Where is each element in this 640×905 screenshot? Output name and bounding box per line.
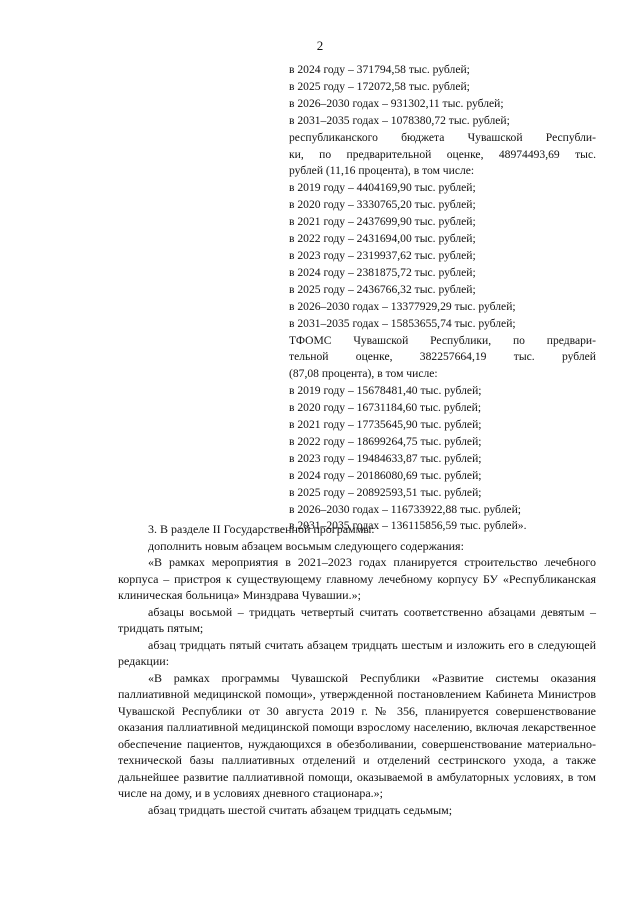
funding-line: в 2021 году – 2437699,90 тыс. рублей; [289,215,476,229]
tfoms-intro: тельной оценке, 382257664,19 тыс. рублей [289,350,596,364]
funding-line: в 2031–2035 годах – 15853655,74 тыс. рублей; [289,316,516,330]
funding-line: в 2022 году – 2431694,00 тыс. рублей; [289,232,476,246]
funding-line: в 2031–2035 годах – 1078380,72 тыс. рублей; [289,113,510,127]
funding-line: в 2024 году – 20186080,69 тыс. рублей; [289,468,482,482]
funding-line: в 2024 году – 2381875,72 тыс. рублей; [289,265,476,279]
funding-line: в 2025 году – 172072,58 тыс. рублей; [289,79,470,93]
funding-line: в 2022 году – 18699264,75 тыс. рублей; [289,434,482,448]
funding-line: в 2025 году – 20892593,51 тыс. рублей; [289,485,482,499]
funding-line: в 2021 году – 17735645,90 тыс. рублей; [289,418,482,432]
tfoms-intro: (87,08 процента), в том числе: [289,367,438,381]
funding-line: в 2031–2035 годах – 136115856,59 тыс. рублей». [289,519,527,533]
section-heading: 3. В разделе II Государственной программы: [148,522,375,536]
paragraph: абзац тридцать пятый считать абзацем тридцать шестым и изложить его в следующей редакции: [118,637,596,668]
funding-line: в 2026–2030 годах – 116733922,88 тыс. рублей; [289,502,521,516]
tfoms-intro: ТФОМС Чувашской Республики, по предвари- [289,333,596,347]
funding-line: в 2025 году – 2436766,32 тыс. рублей; [289,282,476,296]
republic-budget-intro: ки, по предварительной оценке, 48974493,69 тыс. [289,147,596,161]
quoted-paragraph: «В рамках мероприятия в 2021–2023 годах планируется строительство лечебного корпуса – пристроя к существующему главному лечебному корпусу БУ «Республиканская клиническая больница» Минздрава Чувашии.»; [118,555,596,602]
paragraph: абзац тридцать шестой считать абзацем тридцать седьмым; [148,802,453,817]
funding-line: в 2023 году – 2319937,62 тыс. рублей; [289,248,476,262]
funding-line: в 2026–2030 годах – 931302,11 тыс. рублей; [289,96,504,110]
funding-line: в 2019 году – 15678481,40 тыс. рублей; [289,384,482,398]
funding-breakdown [289,62,596,535]
page-number: 2 [316,38,324,53]
funding-line: в 2023 году – 19484633,87 тыс. рублей; [289,451,482,465]
funding-line: в 2026–2030 годах – 13377929,29 тыс. рублей; [289,299,516,313]
republic-budget-intro: рублей (11,16 процента), в том числе: [289,164,475,178]
paragraph: абзацы восьмой – тридцать четвертый считать соответственно абзацами девятым – тридцать пятым; [118,604,596,635]
paragraph: дополнить новым абзацем восьмым следующего содержания: [148,538,464,553]
amendment-text [118,521,596,818]
funding-line: в 2019 году – 4404169,90 тыс. рублей; [289,181,476,195]
funding-line: в 2024 году – 371794,58 тыс. рублей; [289,63,470,76]
republic-budget-intro: республиканского бюджета Чувашской Республи- [289,130,596,144]
quoted-paragraph: «В рамках программы Чувашской Республики «Развитие системы оказания паллиативной медицинской помощи», утвержденной постановлением Кабинета Министров Чувашской Республики от 30 августа 2019 г. № 356, планируется совершенствование оказания паллиативной медицинской помощи взрослому населению, включая лекарственное обеспечение пациентов, нуждающихся в обезболивании, совершенствование материально-технической базы паллиативных отделений и отделений сестринского ухода, а также дальнейшее развитие паллиативной помощи, оказываемой в амбулаторных условиях, в том числе на дому, и в условиях дневного стационара.»; [118,670,596,800]
funding-line: в 2020 году – 16731184,60 тыс. рублей; [289,401,482,415]
funding-line: в 2020 году – 3330765,20 тыс. рублей; [289,198,476,212]
